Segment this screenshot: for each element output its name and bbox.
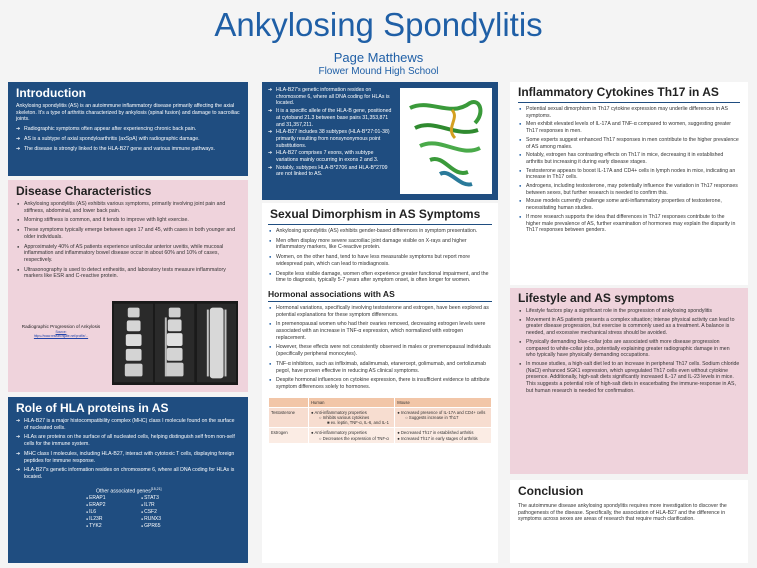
th17-bullets	[518, 106, 740, 234]
figure-source-link[interactable]: https://www.researchgate.net/profile/...	[33, 333, 89, 338]
th17-divider	[518, 102, 740, 103]
table-row	[269, 428, 492, 443]
th17-bullet: ● Men exhibit elevated levels of IL-17A and TNF-α compared to women, suggesting greater Th17 responses in men.	[518, 121, 740, 134]
gene-item: ● IL7R	[141, 502, 196, 509]
hla-bullet: ➔ HLAs are proteins on the surface of all nucleated cells, helping distinguish self from non-self cells for the immune system.	[16, 434, 240, 447]
lifestyle-panel	[510, 288, 748, 474]
table-cell-mouse: ● Decreased Th17 in established arthritis ● Increased Th17 in early stages of arthritis	[395, 428, 492, 443]
sexual-bullet: ● Men often display more severe sacroiliac joint damage visible on X-rays and higher inflammatory markers, like C-reactive protein.	[268, 238, 492, 251]
table-cell-human: ● Anti-inflammatory properties ○ Decreases the expression of TNF-α	[309, 428, 395, 443]
intro-paragraph: Ankylosing spondylitis (AS) is an autoimmune inflammatory disease primarily affecting the axial skeleton. It's a type of arthritis characterized by ankylosis (spinal fusion) and damage to sacroiliac joints.	[16, 103, 240, 123]
disease-panel	[8, 180, 248, 392]
disease-bullet: ● Morning stiffness is common, and it tends to improve with light exercise.	[16, 217, 240, 224]
th17-bullet: ● Testosterone appears to boost IL-17A and CD4+ cells in lymph nodes in mice, indicating an increase in Th17 cells.	[518, 168, 740, 181]
sexual-divider	[268, 224, 492, 225]
gene-item: ● ERAP1	[86, 495, 141, 502]
sexual-bullet: ● Despite less visible damage, women often experience greater functional impairment, and the time to diagnosis, typically 5-7 years after symptom onset, is often longer for women.	[268, 271, 492, 284]
conclusion-heading: Conclusion	[518, 484, 584, 498]
sexual-bullet: ● Ankylosing spondylitis (AS) exhibits gender-based differences in symptom presentation.	[268, 228, 492, 235]
th17-panel	[510, 82, 748, 285]
hormonal-subheading: Hormonal associations with AS	[268, 288, 395, 299]
poster-title: Ankylosing Spondylitis	[214, 6, 543, 43]
intro-bullets	[16, 126, 240, 152]
hla-cont-bullet: ➔ Notably, subtypes HLA-B*2706 and HLA-B*2709 are not linked to AS.	[268, 165, 396, 178]
figure-caption-block	[16, 304, 106, 338]
th17-bullet: ● Potential sexual dimorphism in Th17 cytokine expression may underlie differences in AS symptoms.	[518, 106, 740, 119]
table-header-human: Human	[309, 397, 395, 407]
protein-structure-image	[400, 88, 492, 194]
lifestyle-bullet: ● In mouse studies, a high-salt diet led to an increase in peripheral Th17 cells. Sodium chloride (NaCl) enhanced SGK1 expression, which upregulated Th17 cells even without cytokine presence. Additionally, high-salt diets significantly increased IL-17 and IL-23 levels in mice. This suggests a potential role of high-salt diets in exacerbating the immune-response in AS, but human research is needed for confirmation.	[518, 361, 740, 395]
table-row-label: Testosterone	[269, 407, 309, 428]
hormonal-bullet: ● TNF-α inhibitors, such as infliximab, adalimumab, etanercept, golimumab, and certolizumab pegol, have proven effective in reducing AS clinical symptoms.	[268, 361, 492, 374]
th17-bullet: ● Some experts suggest enhanced Th17 responses in men contribute to the higher prevalence of AS among males.	[518, 137, 740, 150]
sexual-bullets	[268, 228, 492, 284]
table-header-mouse: Mouse	[395, 397, 492, 407]
hormonal-bullet: ● Despite hormonal influences on cytokine expression, there is insufficient evidence to attribute symptom differences solely to hormones.	[268, 377, 492, 390]
lifestyle-heading: Lifestyle and AS symptoms	[518, 291, 675, 305]
lifestyle-bullet: ● Lifestyle factors play a significant role in the progression of ankylosing spondylitis	[518, 308, 740, 315]
sexual-bullet: ● Women, on the other hand, tend to have less measurable symptoms but report more widespread pain, which can lead to misdiagnosis.	[268, 254, 492, 267]
genes-label	[96, 487, 240, 495]
genes-list	[86, 495, 196, 530]
th17-bullet: ● If more research supports the idea that differences in Th17 responses contribute to the higher male prevalence of AS, further examination of hormones may explain the disparity in Th17 responses between genders.	[518, 214, 740, 234]
hla-bullets	[16, 418, 240, 481]
conclusion-paragraph: The autoimmune disease ankylosing spondylitis requires more investigation to discover the pathogenesis of the disease. Specifically, the association of HLA-B27 and the difference in symptoms across sexes are areas of research that require much clarification.	[518, 503, 727, 523]
xray-image-3	[197, 303, 236, 383]
figure-caption: Radiographic Progression of Ankylosis	[21, 324, 101, 329]
gene-item: ● TYK2	[86, 523, 141, 530]
hla-cont-panel	[262, 82, 498, 200]
poster-author: Page Matthews	[333, 50, 424, 65]
intro-panel	[8, 82, 248, 176]
hormonal-bullet: ● Hormonal variations, specifically involving testosterone and estrogen, have been explored as potential explanations for these symptom differences.	[268, 305, 492, 318]
hla-heading: Role of HLA proteins in AS	[16, 401, 169, 415]
th17-bullet: ● Notably, estrogen has contrasting effects on Th17 in mice, decreasing it in established arthritis but increasing it during early disease stages.	[518, 152, 740, 165]
hla-bullet: ➔ HLA-B27's genetic information resides on chromosome 6, where all DNA coding for HLAs is located.	[16, 467, 240, 480]
intro-bullet: ➔ AS is a subtype of axial spondyloarthritis (axSpA) with radiographic damage.	[16, 136, 240, 143]
hla-cont-bullet: ➔ HLA-B27 includes 38 subtypes (HLA-B*27:01-38) primarily resulting from nonsynonymous point substitutions.	[268, 129, 396, 149]
genes-label-text: Other associated genes	[96, 488, 151, 495]
th17-heading: Inflammatory Cytokines Th17 in AS	[518, 85, 719, 99]
lifestyle-bullets	[518, 308, 740, 394]
hormonal-bullet: ● However, these effects were not consistently observed in males or premenopausal individuals (specifically peripheral monocytes).	[268, 344, 492, 357]
hla-cont-bullet: ➔ HLA-B27's genetic information resides on chromosome 6, where all DNA coding for HLAs is located.	[268, 87, 396, 107]
hla-cont-bullet: ➔ It is a specific allele of the HLA-B gene, positioned at cytoband 21.3 between base pairs 31,353,871 and 31,357,211.	[268, 108, 396, 128]
table-row-label: Estrogen	[269, 428, 309, 443]
gene-item: ● RUNX3	[141, 516, 196, 523]
intro-bullet: ➔ Radiographic symptoms often appear after experiencing chronic back pain.	[16, 126, 240, 133]
xray-image-1	[114, 303, 153, 383]
gene-item: ● IL23R	[86, 516, 141, 523]
lifestyle-bullet: ● Physically demanding blue-collar jobs are associated with more disease progression compared to white-collar jobs, potentially explaining greater radiographic damage in men who typically have physically demanding occupations.	[518, 339, 740, 359]
disease-bullet: ● Approximately 40% of AS patients experience unilocular anterior uveitis, while mucosal inflammation and inflammatory bowel disease occur in about 60% and 10% of cases, respectively.	[16, 244, 240, 264]
disease-bullet: ● Ankylosing spondylitis (AS) exhibits various symptoms, primarily involving joint pain and stiffness, abdominal, and lower back pain.	[16, 201, 240, 214]
table-cell-mouse: ● Increased presence of IL-17A and CD4+ cells ○ Suggests increase in Th17	[395, 407, 492, 428]
table-cell-human: ● Anti-inflammatory properties ○ Inhibits various cytokines ■ ex. leptin, TNF-α, IL-6, and IL-1	[309, 407, 395, 428]
genes-superscript: [15,21]	[150, 486, 162, 491]
gene-item: ● CSF2	[141, 509, 196, 516]
table-row	[269, 407, 492, 428]
gene-item: ● IL6	[86, 509, 141, 516]
sexual-heading: Sexual Dimorphism in AS Symptoms	[270, 207, 481, 221]
gene-item: ● ERAP2	[86, 502, 141, 509]
th17-bullet: ● Mouse models currently challenge some anti-inflammatory properties of testosterone, necessitating human studies.	[518, 198, 740, 211]
disease-bullet: ● Ultrasonography is used to detect enthesitis, and laboratory tests measure inflammatory markers like ESR and C-reactive protein.	[16, 267, 240, 280]
lifestyle-bullet: ● Movement in AS patients presents a complex situation; intense physical activity can lead to greater disease progression, but exercise is commonly used as a treatment. A balance is needed, and excessive mechanical stress should be avoided.	[518, 317, 740, 337]
intro-heading: Introduction	[16, 86, 86, 100]
hormonal-bullet: ● In premenopausal women who had their ovaries removed, decreasing estrogen levels were associated with an increase in TNF-α expression, which normalized with estrogen replacement.	[268, 321, 492, 341]
disease-bullets	[16, 201, 240, 280]
table-corner	[269, 397, 309, 407]
hla-cont-bullets	[268, 87, 396, 178]
intro-bullet: ➔ The disease is strongly linked to the HLA-B27 gene and various immune pathways.	[16, 146, 240, 153]
conclusion-panel	[510, 480, 748, 563]
figure-source-label: Source:	[55, 329, 67, 334]
sexual-panel	[262, 203, 498, 563]
hormonal-bullets	[268, 305, 492, 391]
hormonal-divider	[268, 301, 492, 302]
hormone-table	[268, 397, 492, 444]
xray-figure	[112, 301, 238, 385]
hla-bullet: ➔ HLA-B27 is a major histocompatibility complex (MHC) class I molecule found on the surface of nucleated cells.	[16, 418, 240, 431]
hla-bullet: ➔ MHC class I molecules, including HLA-B27, interact with cytotoxic T cells, displaying foreign peptides for immune response.	[16, 451, 240, 464]
poster-school: Flower Mound High School	[318, 66, 439, 77]
xray-image-2	[155, 303, 194, 383]
gene-item: ● STAT3	[141, 495, 196, 502]
hla-cont-bullet: ➔ HLA-B27 comprises 7 exons, with subtype variations mainly occurring in exons 2 and 3.	[268, 150, 396, 163]
th17-bullet: ● Androgens, including testosterone, may potentially influence the variation in Th17 responses between sexes, but further research is needed to confirm this.	[518, 183, 740, 196]
disease-bullet: ● These symptoms typically emerge between ages 17 and 45, with cases in both younger and older individuals.	[16, 227, 240, 240]
hla-panel	[8, 397, 248, 563]
disease-heading: Disease Characteristics	[16, 184, 152, 198]
gene-item: ● GPR65	[141, 523, 196, 530]
